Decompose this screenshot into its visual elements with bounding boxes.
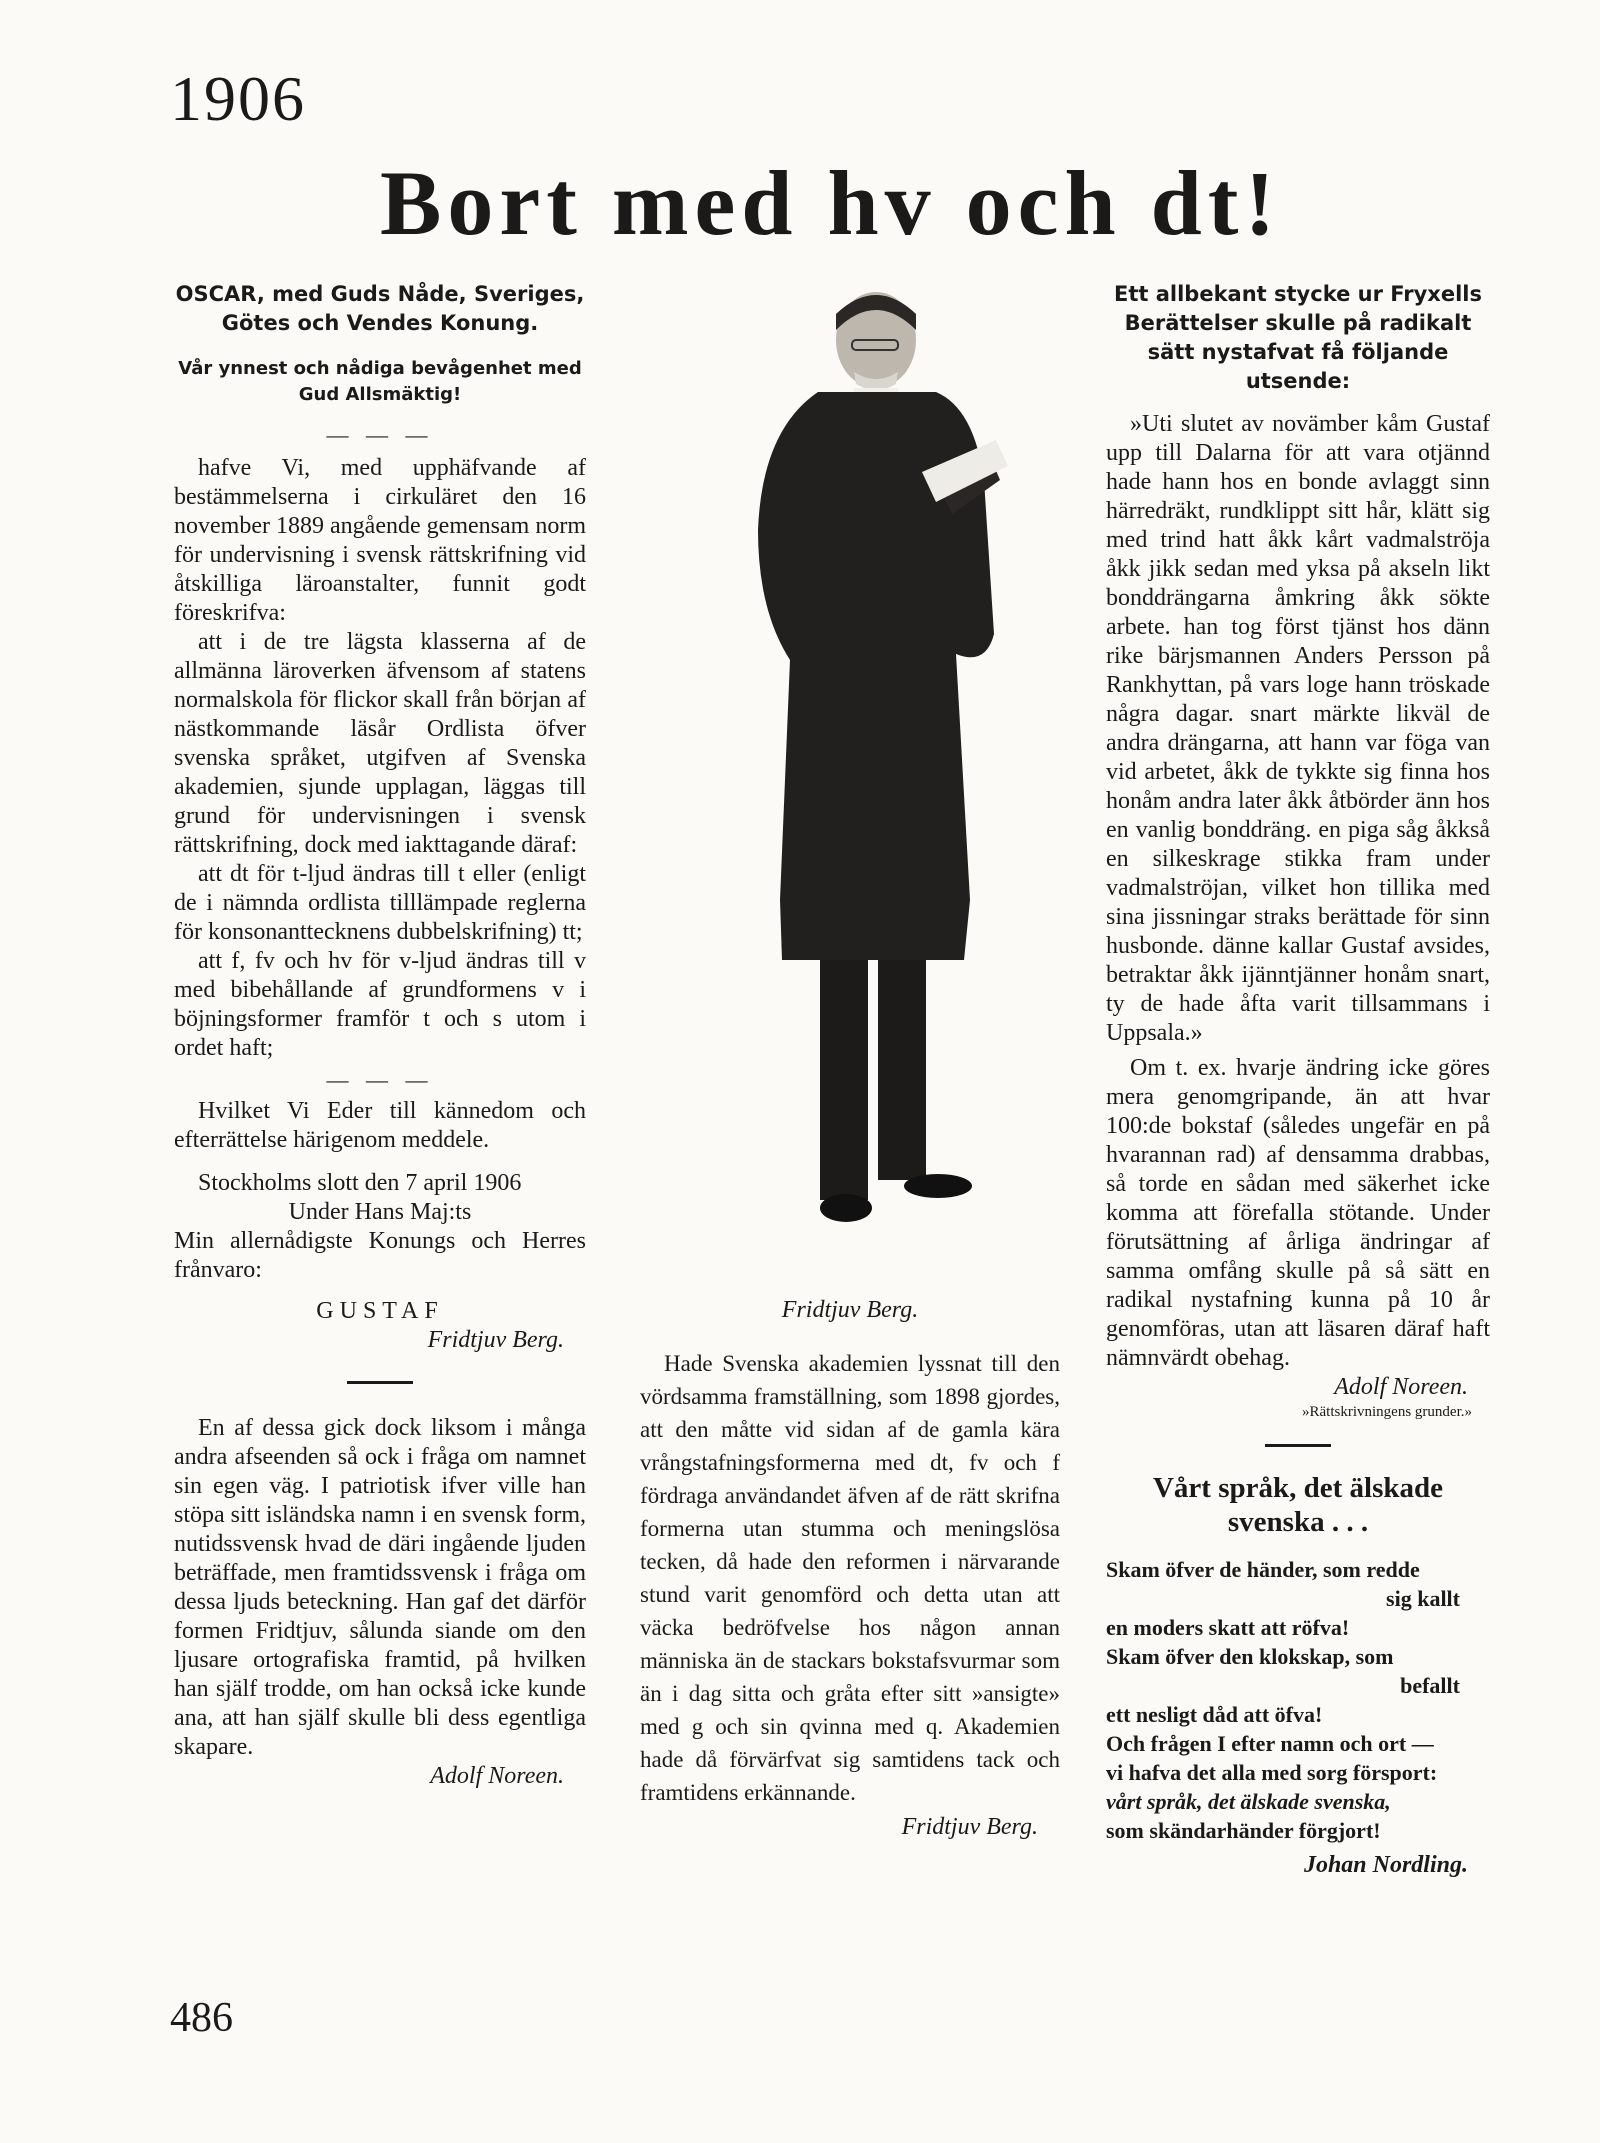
poem-line: vårt språk, det älskade svenska, <box>1106 1789 1391 1814</box>
page-number: 486 <box>170 1995 233 2041</box>
poem-line: som skändarhänder förgjort! <box>1106 1818 1381 1843</box>
photo-caption: Fridtjuv Berg. <box>781 1297 919 1323</box>
middle-column <box>640 280 1060 1842</box>
decree-paragraph: att dt för t-ljud ändras till t eller (enligt de i nämnda ordlista tilllämpade reglerna för konsonanttecknens dubbelskrifning) tt; <box>174 861 586 945</box>
comment-source: »Rättskrivningens grunder.» <box>1302 1404 1472 1420</box>
poem-title: Vårt språk, det älskade svenska . . . <box>1152 1472 1443 1538</box>
poem-line: vi hafva det alla med sorg försport: <box>1106 1760 1438 1785</box>
right-column <box>1106 280 1490 1880</box>
poem-line: Skam öfver den klokskap, som <box>1106 1644 1394 1669</box>
decree-closing: Hvilket Vi Eder till kännedom och efterrättelse härigenom meddele. <box>174 1098 586 1153</box>
dash-separator: — — — <box>326 422 434 447</box>
fryxell-quote: »Uti slutet av novämber kåm Gustaf upp till Dalarna för att vara otjännd hade hann hos en bonde avlaggt sinn härredräkt, rundklippt sitt hår, klätt sig med trind hatt åkk kårt vadmalströja åkk jikk sedan med yksa på akseln likt bonddrängarna åmkring åkk sökte arbete. han tog först tjänst hos dänn rike bärjsmannen Anders Persson på Rankhyttan, på vars loge hann tröskade några dagar. snart märkte likväl de andra drängarna, att hann var föga van vid arbetet, åkk de tykkte sig finna hos honåm andra later åkk åtbörder änn hos en vanlig bonddräng. en piga såg åkkså en silkeskrage stikka fram under vadmalströjan, vilket hon tillika med sina jissningar straks berättade för sinn husbonde. dänne kallar Gustaf avsides, betraktar åkk ijänntjänner honåm snart, ty de hade åfta varit tillsammans i Uppsala.» <box>1106 411 1490 1046</box>
poem-signature: Johan Nordling. <box>1303 1852 1468 1878</box>
royal-heading: OSCAR, med Guds Nåde, Sveriges, Götes och Vendes Konung. <box>175 282 585 335</box>
decree-countersign: Fridtjuv Berg. <box>427 1327 564 1353</box>
left-column <box>174 280 586 1791</box>
decree-paragraph: att i de tre lägsta klasserna af de allmänna läroverken äfvensom af statens normalskola för flickor skall från början af nästkommande läsår Ordlista öfver svenska språket, utgifven af Svenska akademien, sjunde upplagan, läggas till grund för undervisningen i svensk rättskrifning, dock med iakttagande däraf: <box>174 629 586 858</box>
decree-paragraph: att f, fv och hv för v-ljud ändras till v med bibehållande af grundformens v i böjningsformer framför t och s utom i ordet haft; <box>174 948 586 1061</box>
comment-signature: Adolf Noreen. <box>1334 1374 1468 1400</box>
essay-signature: Adolf Noreen. <box>430 1763 564 1789</box>
essay-paragraph: En af dessa gick dock liksom i många andra afseenden så ock i fråga om namnet sin egen väg. I patriotisk ifver ville han stöpa sitt isländska namn i en svensk form, nutidssvensk hvad de däri ingående ljuden beträffade, men framtidssvensk i fråga om dessa ljuds beteckning. Han gaf det därför formen Fridtjuv, sålunda siande om den ljusare ortografiska framtid, på hvilken han själf trodde, om han också icke kunde ana, att han själf skulle bli dess egentliga skapare. <box>174 1415 586 1760</box>
fryxell-intro: Ett allbekant stycke ur Fryxells Berättelser skulle på radikalt sätt nystafvat få följande utsende: <box>1114 282 1482 393</box>
poem-body <box>1106 1555 1490 1845</box>
section-rule <box>1265 1444 1331 1447</box>
decree-under: Under Hans Maj:ts <box>288 1199 472 1225</box>
poem-line: Skam öfver de händer, som redde <box>1106 1557 1420 1582</box>
decree-date: Stockholms slott den 7 april 1906 <box>198 1170 522 1196</box>
year: 1906 <box>170 63 306 134</box>
portrait-figure-icon <box>640 280 1060 1280</box>
decree-paragraph: hafve Vi, med upphäfvande af bestämmelserna i cirkuläret den 16 november 1889 angående gemensam norm för undervisning i svensk rättskrifning vid åtskilliga läroanstalter, funnit godt föreskrifva: <box>174 455 586 626</box>
poem-line: en moders skatt att röfva! <box>1106 1615 1350 1640</box>
middle-paragraph: Hade Svenska akademien lyssnat till den vördsamma framställning, som 1898 gjordes, att den måtte vid sidan af de gamla kära vrångstafningsformerna med dt, fv och f fördraga användandet äfven af de rätt skrifna formerna utan stumma och meningslösa tecken, då hade den reformen i närvarande stund varit genomförd och detta utan att väcka bedröfvelse hos någon annan människa än de stackars bokstafsvurmar som än i dag sitta och gråta efter sitt »ansigte» med g och sin qvinna med q. Akademien hade då förvärfvat sig samtidens tack och framtidens erkännande. <box>640 1351 1060 1805</box>
section-rule <box>347 1381 413 1384</box>
middle-signature: Fridtjuv Berg. <box>901 1814 1038 1840</box>
decree-signer: GUSTAF <box>316 1298 444 1324</box>
spelling-comment: Om t. ex. hvarje ändring icke göres mera genomgripande, än att hvar 100:de bokstaf (således ungefär en på hvarannan rad) af densamma drabbas, så torde en sådan med säkerhet icke komma att förefalla stötande. Under förutsättning af årliga ändringar af samma omfång skulle på så sätt en radikal nystafning kunna på 10 år genomföras, utan att läsaren däraf haft nämnvärdt obehag. <box>1106 1055 1490 1371</box>
poem-line: ett nesligt dåd att öfva! <box>1106 1702 1323 1727</box>
poem-line: befallt <box>1400 1673 1460 1698</box>
portrait-photo <box>640 280 1060 1280</box>
poem-line: Och frågen I efter namn och ort — <box>1106 1731 1434 1756</box>
headline: Bort med hv och dt! <box>380 152 1282 254</box>
poem-line: sig kallt <box>1386 1586 1460 1611</box>
dash-separator: — — — <box>326 1067 434 1092</box>
decree-absence: Min allernådigste Konungs och Herres frånvaro: <box>174 1228 586 1283</box>
royal-greeting: Vår ynnest och nådiga bevågenhet med Gud Allsmäktig! <box>178 358 582 405</box>
